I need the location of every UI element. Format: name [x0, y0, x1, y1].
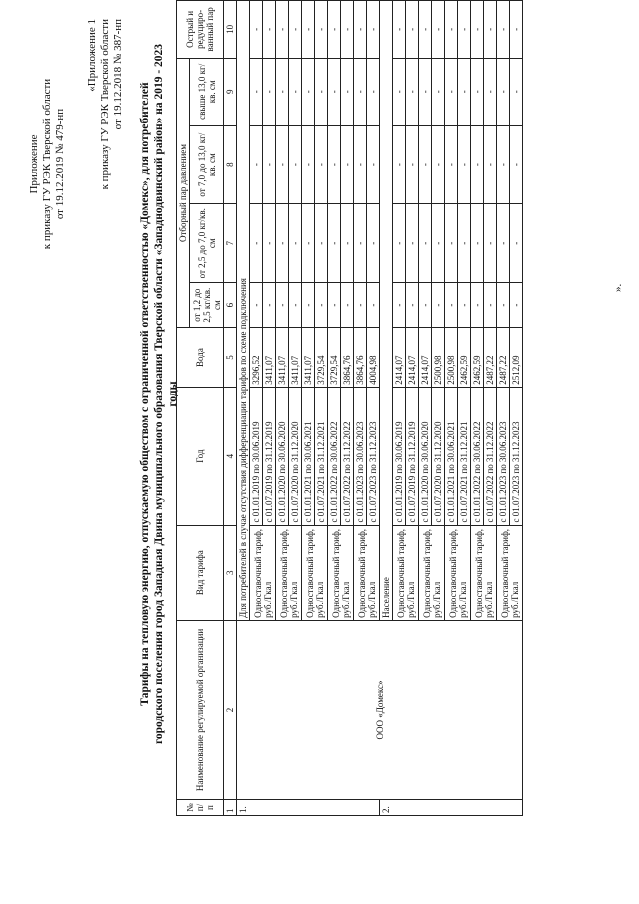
steam-value: - — [328, 204, 341, 283]
tariff-kind: Одноставочный тариф, руб./Гкал — [445, 525, 471, 620]
steam-value: - — [315, 1, 328, 59]
steam-value: - — [302, 125, 315, 204]
steam-value: - — [406, 283, 419, 328]
water-tariff: 3729,54 — [315, 328, 328, 387]
steam-value: - — [367, 125, 380, 204]
steam-value: - — [302, 283, 315, 328]
steam-value: - — [367, 283, 380, 328]
col-header-tariff-kind: Вид тарифа — [177, 525, 224, 620]
column-number: 10 — [224, 1, 237, 59]
column-number: 1 — [224, 800, 237, 816]
water-tariff: 2414,07 — [406, 328, 419, 387]
steam-value: - — [419, 283, 432, 328]
steam-value: - — [471, 125, 484, 204]
steam-value: - — [328, 1, 341, 59]
column-number: 8 — [224, 125, 237, 204]
steam-value: - — [432, 283, 445, 328]
steam-value: - — [510, 283, 523, 328]
steam-value: - — [354, 58, 367, 125]
column-number: 3 — [224, 525, 237, 620]
steam-value: - — [341, 125, 354, 204]
steam-value: - — [393, 125, 406, 204]
steam-value: - — [458, 58, 471, 125]
tariff-period: с 01.01.2022 по 30.06.2022 — [471, 387, 484, 525]
steam-value: - — [367, 204, 380, 283]
column-number: 6 — [224, 283, 237, 328]
water-tariff: 3864,76 — [341, 328, 354, 387]
steam-value: - — [393, 58, 406, 125]
tariff-period: с 01.07.2023 по 31.12.2023 — [367, 387, 380, 525]
tariff-kind: Одноставочный тариф, руб./Гкал — [354, 525, 380, 620]
tariff-kind: Одноставочный тариф, руб./Гкал — [276, 525, 302, 620]
steam-value: - — [445, 204, 458, 283]
title-line-2: городского поселения город Западная Двина муниципального образования Тверской области «Западнодвинский район» на 2019 - 2023 годы — [153, 43, 179, 745]
steam-value: - — [432, 58, 445, 125]
steam-value: - — [276, 1, 289, 59]
col-header-pressure-4: свыше 13,0 кг/кв. см — [190, 58, 224, 125]
water-tariff: 3411,07 — [276, 328, 289, 387]
tariff-period: с 01.01.2023 по 30.06.2023 — [354, 387, 367, 525]
steam-value: - — [289, 1, 302, 59]
steam-value: - — [302, 58, 315, 125]
col-header-pressure-3: от 7,0 до 13,0 кг/кв. см — [190, 125, 224, 204]
section-title: Население — [380, 1, 393, 621]
steam-value: - — [419, 204, 432, 283]
steam-value: - — [510, 204, 523, 283]
col-header-pressure-1: от 1,2 до 2,5 кг/кв. см — [190, 283, 224, 328]
tariff-table — [176, 0, 523, 816]
steam-value: - — [302, 204, 315, 283]
water-tariff: 2512,09 — [510, 328, 523, 387]
water-tariff: 3411,07 — [302, 328, 315, 387]
column-number: 7 — [224, 204, 237, 283]
row-number: 1. — [237, 800, 380, 816]
tariff-period: с 01.01.2020 по 30.06.2020 — [276, 387, 289, 525]
steam-value: - — [354, 283, 367, 328]
steam-value: - — [341, 283, 354, 328]
steam-value: - — [471, 204, 484, 283]
steam-value: - — [484, 204, 497, 283]
steam-value: - — [471, 1, 484, 59]
steam-value: - — [432, 204, 445, 283]
col-header-steam: Отборный пар давлением — [177, 58, 190, 328]
steam-value: - — [328, 283, 341, 328]
steam-value: - — [393, 204, 406, 283]
column-number: 4 — [224, 387, 237, 525]
steam-value: - — [276, 58, 289, 125]
column-number: 2 — [224, 620, 237, 799]
steam-value: - — [263, 204, 276, 283]
steam-value: - — [419, 1, 432, 59]
steam-value: - — [276, 204, 289, 283]
steam-value: - — [250, 1, 263, 59]
steam-value: - — [497, 204, 510, 283]
steam-value: - — [458, 204, 471, 283]
tariff-kind: Одноставочный тариф, руб./Гкал — [419, 525, 445, 620]
water-tariff: 2414,07 — [419, 328, 432, 387]
steam-value: - — [315, 283, 328, 328]
steam-value: - — [315, 125, 328, 204]
water-tariff: 3864,76 — [354, 328, 367, 387]
steam-value: - — [341, 1, 354, 59]
appendix-label: Приложение — [28, 134, 40, 194]
tariff-period: с 01.01.2020 по 30.06.2020 — [419, 387, 432, 525]
steam-value: - — [328, 125, 341, 204]
tariff-period: с 01.07.2019 по 31.12.2019 — [263, 387, 276, 525]
steam-value: - — [458, 125, 471, 204]
tariff-period: с 01.01.2022 по 30.06.2022 — [328, 387, 341, 525]
tariff-period: с 01.07.2022 по 31.12.2022 — [484, 387, 497, 525]
steam-value: - — [289, 58, 302, 125]
steam-value: - — [289, 204, 302, 283]
tariff-kind: Одноставочный тариф, руб./Гкал — [302, 525, 328, 620]
steam-value: - — [315, 58, 328, 125]
steam-value: - — [276, 125, 289, 204]
col-header-sharp-steam: Острый и редуциро-ванный пар — [177, 1, 224, 59]
steam-value: - — [419, 58, 432, 125]
appendix-header — [28, 49, 67, 279]
steam-value: - — [497, 58, 510, 125]
steam-value: - — [250, 58, 263, 125]
steam-value: - — [432, 1, 445, 59]
column-number: 9 — [224, 58, 237, 125]
steam-value: - — [445, 1, 458, 59]
column-number-row — [224, 1, 237, 816]
tariff-period: с 01.07.2020 по 31.12.2020 — [289, 387, 302, 525]
steam-value: - — [484, 125, 497, 204]
order-reference: к приказу ГУ РЭК Тверской области — [41, 78, 53, 250]
steam-value: - — [432, 125, 445, 204]
steam-value: - — [458, 283, 471, 328]
document-title — [138, 34, 180, 754]
steam-value: - — [354, 125, 367, 204]
steam-value: - — [302, 1, 315, 59]
water-tariff: 2500,98 — [445, 328, 458, 387]
previous-appendix-label: «Приложение 1 — [86, 19, 98, 92]
steam-value: - — [406, 204, 419, 283]
steam-value: - — [406, 58, 419, 125]
steam-value: - — [341, 204, 354, 283]
steam-value: - — [250, 204, 263, 283]
steam-value: - — [250, 283, 263, 328]
steam-value: - — [406, 125, 419, 204]
water-tariff: 3411,07 — [263, 328, 276, 387]
steam-value: - — [250, 125, 263, 204]
steam-value: - — [406, 1, 419, 59]
water-tariff: 2487,22 — [497, 328, 510, 387]
steam-value: - — [484, 283, 497, 328]
water-tariff: 2500,98 — [432, 328, 445, 387]
steam-value: - — [393, 1, 406, 59]
water-tariff: 4004,98 — [367, 328, 380, 387]
steam-value: - — [497, 283, 510, 328]
steam-value: - — [276, 283, 289, 328]
column-number: 5 — [224, 328, 237, 387]
title-line-1: Тарифы на тепловую энергию, отпускаемую обществом с ограниченной ответственностью «Домекс», для потребителей — [139, 82, 151, 706]
steam-value: - — [497, 1, 510, 59]
previous-order-reference: к приказу ГУ РЭК Тверской области — [99, 19, 111, 190]
steam-value: - — [484, 1, 497, 59]
steam-value: - — [510, 125, 523, 204]
tariff-kind: Одноставочный тариф, руб./Гкал — [250, 525, 276, 620]
steam-value: - — [263, 1, 276, 59]
water-tariff: 3296,52 — [250, 328, 263, 387]
steam-value: - — [458, 1, 471, 59]
steam-value: - — [510, 1, 523, 59]
col-header-organization: Наименование регулируемой организации — [177, 620, 224, 799]
steam-value: - — [263, 125, 276, 204]
tariff-period: с 01.07.2021 по 31.12.2021 — [315, 387, 328, 525]
steam-value: - — [315, 204, 328, 283]
section-title: Для потребителей в случае отсутствия дифференциации тарифов по схеме подключения — [237, 1, 250, 621]
steam-value: - — [289, 125, 302, 204]
water-tariff: 2462,59 — [458, 328, 471, 387]
steam-value: - — [497, 125, 510, 204]
col-header-pressure-2: от 2,5 до 7,0 кг/кв. см — [190, 204, 224, 283]
steam-value: - — [263, 58, 276, 125]
steam-value: - — [354, 1, 367, 59]
tariff-kind: Одноставочный тариф, руб./Гкал — [328, 525, 354, 620]
steam-value: - — [263, 283, 276, 328]
steam-value: - — [445, 58, 458, 125]
steam-value: - — [510, 58, 523, 125]
tariff-period: с 01.01.2023 по 30.06.2023 — [497, 387, 510, 525]
steam-value: - — [471, 283, 484, 328]
tariff-period: с 01.01.2021 по 30.06.2021 — [445, 387, 458, 525]
water-tariff: 2462,59 — [471, 328, 484, 387]
col-header-water: Вода — [177, 328, 224, 387]
tariff-period: с 01.07.2020 по 31.12.2020 — [432, 387, 445, 525]
col-header-number: № п/ п — [177, 800, 224, 816]
steam-value: - — [367, 1, 380, 59]
col-header-year: Год — [177, 387, 224, 525]
water-tariff: 2487,22 — [484, 328, 497, 387]
steam-value: - — [367, 58, 380, 125]
organization-name: ООО «Домекс» — [237, 620, 523, 799]
steam-value: - — [328, 58, 341, 125]
row-number: 2. — [380, 800, 523, 816]
steam-value: - — [341, 58, 354, 125]
tariff-period: с 01.07.2023 по 31.12.2023 — [510, 387, 523, 525]
steam-value: - — [354, 204, 367, 283]
water-tariff: 2414,07 — [393, 328, 406, 387]
tariff-period: с 01.01.2019 по 30.06.2019 — [250, 387, 263, 525]
tariff-kind: Одноставочный тариф, руб./Гкал — [471, 525, 497, 620]
tariff-period: с 01.07.2021 по 31.12.2021 — [458, 387, 471, 525]
steam-value: - — [445, 125, 458, 204]
tariff-period: с 01.01.2021 по 30.06.2021 — [302, 387, 315, 525]
steam-value: - — [484, 58, 497, 125]
order-date: от 19.12.2019 № 479-нп — [54, 108, 66, 220]
tariff-period: с 01.07.2022 по 31.12.2022 — [341, 387, 354, 525]
tariff-kind: Одноставочный тариф, руб./Гкал — [497, 525, 523, 620]
closing-quote: ». — [612, 283, 624, 292]
steam-value: - — [393, 283, 406, 328]
steam-value: - — [419, 125, 432, 204]
tariff-period: с 01.01.2019 по 30.06.2019 — [393, 387, 406, 525]
previous-order-date: от 19.12.2018 № 387-нп — [112, 19, 124, 130]
section-row-all-consumers — [237, 1, 250, 816]
steam-value: - — [445, 283, 458, 328]
tariff-kind: Одноставочный тариф, руб./Гкал — [393, 525, 419, 620]
water-tariff: 3411,07 — [289, 328, 302, 387]
previous-appendix-header — [86, 19, 125, 249]
steam-value: - — [471, 58, 484, 125]
tariff-period: с 01.07.2019 по 31.12.2019 — [406, 387, 419, 525]
water-tariff: 3729,54 — [328, 328, 341, 387]
steam-value: - — [289, 283, 302, 328]
